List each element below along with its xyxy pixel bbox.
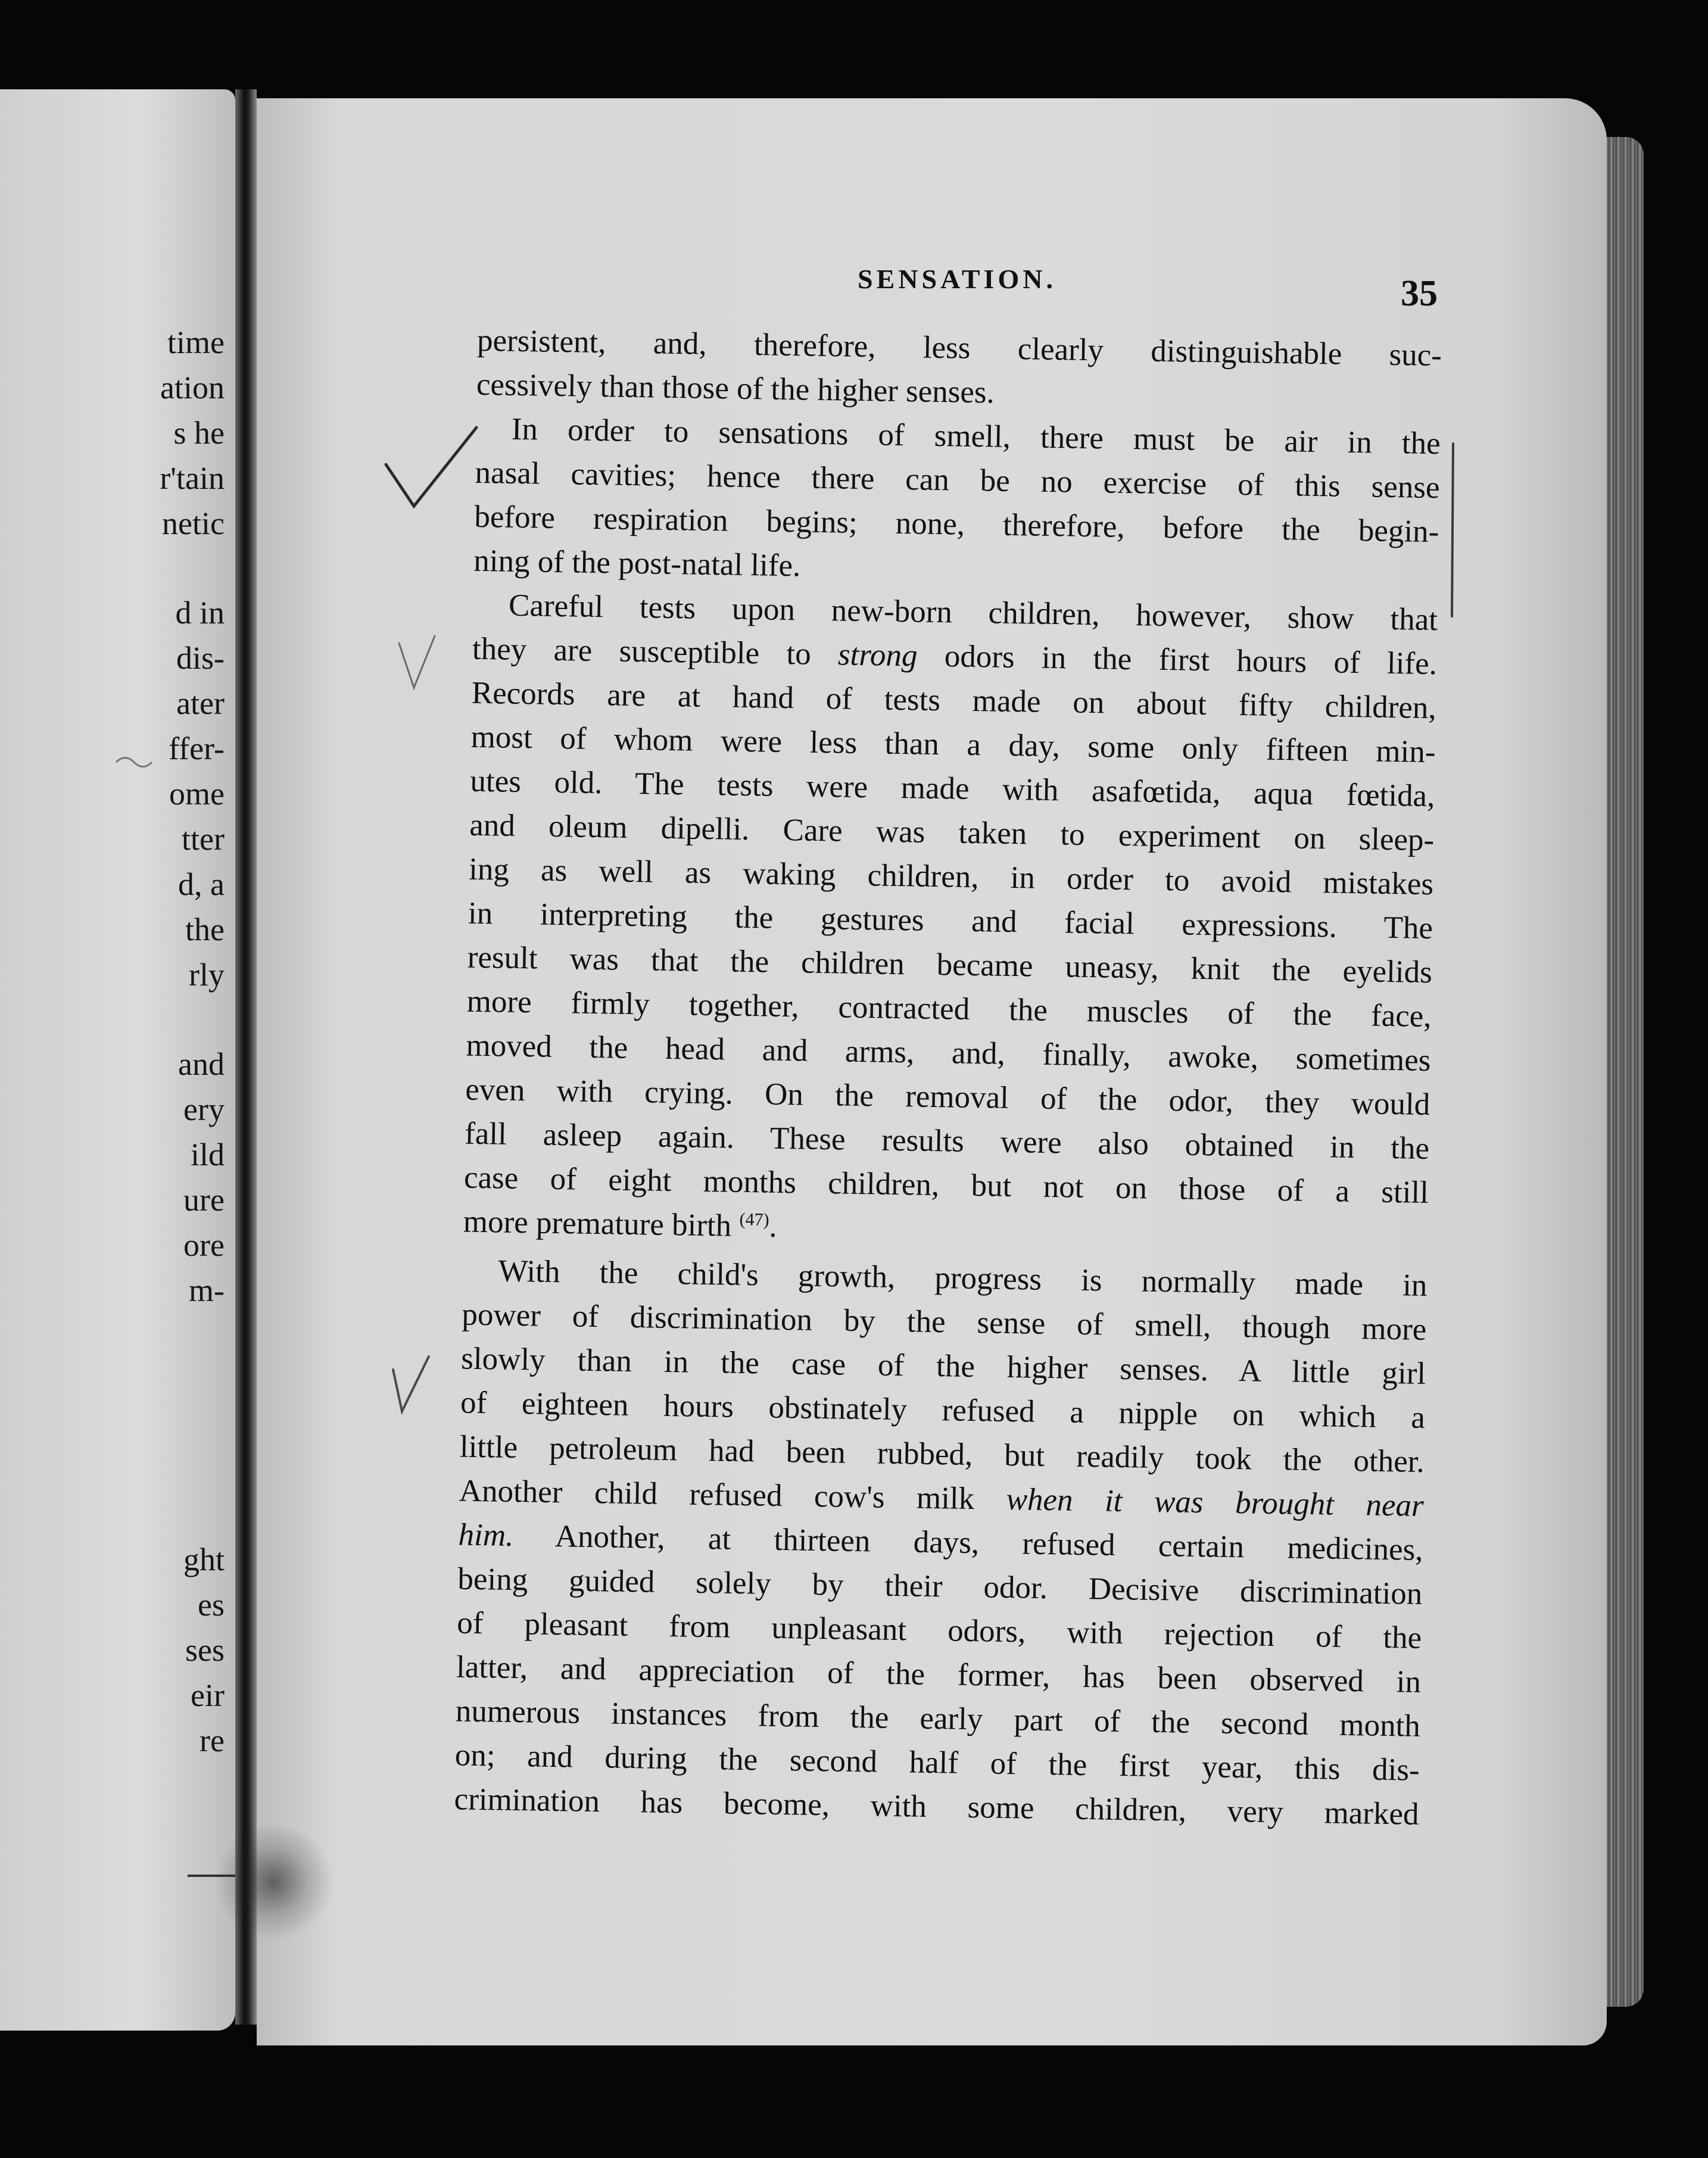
text-line: ing as well as waking children, in order to avoid mistakes [468, 852, 1434, 902]
text-line: ning of the post-natal life. [473, 543, 801, 584]
text-line: little petroleum had been rubbed, but readily took the other. [459, 1429, 1425, 1479]
text-line: most of whom were less than a day, some only fifteen min- [470, 719, 1436, 770]
text-line: being guided solely by their odor. Decisive discrimination [457, 1561, 1423, 1611]
text-line: numerous instances from the early part of the second month [455, 1694, 1421, 1744]
text-line: With the child's growth, progress is normally made in [498, 1253, 1428, 1303]
text-span: Another child refused cow's milk [459, 1473, 975, 1517]
checkmark-icon [387, 1352, 435, 1417]
text-line: of pleasant from unpleasant odors, with rejection of the [456, 1605, 1422, 1655]
text-span: more premature birth [463, 1204, 732, 1243]
text-line: persistent, and, therefore, less clearly distinguishable suc- [476, 323, 1442, 373]
text-line: Careful tests upon new-born children, however, show that [508, 588, 1438, 638]
left-page-line: netic [162, 506, 225, 541]
checkmark-icon [393, 631, 441, 697]
running-head: SENSATION. [858, 264, 1056, 294]
text-line: Records are at hand of tests made on about fifty children, [471, 675, 1437, 726]
text-line: more firmly together, contracted the muscles of the face, [466, 984, 1432, 1034]
text-line: case of eight months children, but not on those of a still [463, 1160, 1429, 1210]
left-page-line: r'tain [160, 460, 225, 496]
left-page-line: dis- [176, 640, 225, 676]
text-span: they are susceptible to [472, 631, 812, 672]
checkmark-icon [381, 423, 482, 518]
left-page-line: m- [189, 1273, 225, 1308]
left-page-line: ure [183, 1182, 225, 1218]
page-number: 35 [1401, 273, 1438, 314]
text-line: slowly than in the case of the higher senses. A little girl [460, 1341, 1426, 1391]
left-page-line: tter [182, 821, 225, 857]
left-page-line: ses [185, 1632, 225, 1668]
text-line: utes old. The tests were made with asafœtida, aqua fœtida, [470, 763, 1435, 814]
italic-emphasis: him. [458, 1517, 514, 1553]
left-page-line: and [178, 1046, 225, 1082]
text-line: latter, and appreciation of the former, has been observed in [456, 1649, 1422, 1699]
left-page-line: d, a [178, 866, 225, 902]
text-line: In order to sensations of smell, there must be air in the [511, 411, 1441, 461]
text-line: moved the head and arms, and, finally, awoke, sometimes [466, 1028, 1431, 1078]
text-line: on; and during the second half of the first year, this dis- [454, 1738, 1420, 1788]
text-line: before respiration begins; none, therefore, before the begin- [474, 499, 1439, 550]
italic-emphasis: when it was brought near [1006, 1482, 1425, 1523]
left-page-line: eir [191, 1677, 225, 1713]
left-page-line: ome [169, 776, 225, 812]
text-line: even with crying. On the removal of the odor, they would [465, 1072, 1430, 1122]
left-page-line: ore [183, 1227, 225, 1263]
text-line [458, 1519, 1423, 1566]
margin-line-mark [1447, 441, 1459, 619]
text-line: fall asleep again. These results were also obtained in the [464, 1116, 1430, 1167]
text-line [472, 631, 1438, 682]
footnote-reference: (47) [739, 1209, 769, 1230]
left-page-line: d in [175, 595, 225, 631]
text-line [459, 1475, 1424, 1521]
text-span: odors in the first hours of life. [944, 639, 1438, 682]
text-line: and oleum dipelli. Care was taken to experiment on sleep- [469, 807, 1435, 858]
left-page-line: s he [173, 415, 225, 451]
left-page-line: ild [190, 1137, 225, 1172]
left-page-line: re [200, 1723, 225, 1758]
text-line: of eighteen hours obstinately refused a nipple on which a [460, 1385, 1426, 1435]
text-line: result was that the children became uneasy, knit the eyelids [467, 940, 1433, 990]
left-page-line: time [167, 325, 225, 360]
left-page-line: ation [160, 370, 225, 406]
left-page-line: the [185, 912, 225, 947]
left-page-line: es [198, 1587, 225, 1623]
left-page-line: rly [189, 957, 225, 993]
italic-emphasis: strong [837, 637, 918, 673]
text-line: power of discrimination by the sense of smell, though more [462, 1297, 1427, 1347]
text-span: Another, at thirteen days, refused certain medicines, [554, 1519, 1423, 1567]
left-page-line: ffer- [169, 731, 225, 766]
text-line: cessively than those of the higher senses. [476, 367, 995, 410]
text-line: crimination has become, with some children, very marked [454, 1782, 1419, 1832]
text-line [463, 1206, 1429, 1253]
text-line: nasal cavities; hence there can be no exercise of this sense [475, 455, 1440, 506]
text-span: . [768, 1209, 778, 1244]
left-page-line: ght [183, 1542, 225, 1577]
pencil-squiggle-mark [113, 750, 155, 774]
left-page-line: ery [183, 1092, 225, 1127]
text-line: in interpreting the gestures and facial expressions. The [467, 896, 1433, 946]
left-page-line: ater [176, 685, 225, 721]
